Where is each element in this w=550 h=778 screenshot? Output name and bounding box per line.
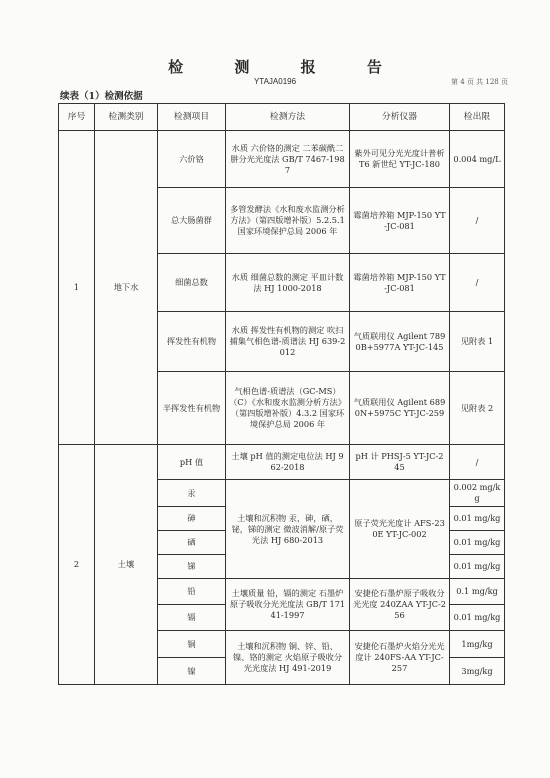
row-item: 细菌总数 [158,254,226,312]
row-limit: 0.01 mg/kg [450,531,505,555]
row-method: 水质 细菌总数的测定 平皿计数法 HJ 1000-2018 [226,254,350,312]
row-method: 水质 挥发性有机物的测定 吹扫捕集气相色谱-质谱法 HJ 639-2012 [226,312,350,372]
row-instrument: pH 计 PHSJ-5 YT-JC-245 [350,445,450,480]
row-item: 挥发性有机物 [158,312,226,372]
row-limit: / [450,254,505,312]
group-category: 地下水 [95,131,158,445]
table-row [59,445,505,480]
merged-method-lead-cadmium: 土壤质量 铅，镉的测定 石墨炉原子吸收分光光度法 GB/T 17141-1997 [226,579,350,631]
row-item: 铜 [158,631,226,658]
header-instrument: 分析仪器 [350,104,450,131]
row-method: 多管发酵法《水和废水监测分析方法》（第四版增补版）5.2.5.1 国家环境保护总局 2006 年 [226,188,350,254]
group-category: 土壤 [95,445,158,685]
header-method: 检测方法 [226,104,350,131]
row-item: 锑 [158,555,226,579]
row-item: 镉 [158,605,226,631]
row-limit: 见附表 2 [450,372,505,445]
group-no: 1 [59,131,95,445]
row-item: 汞 [158,480,226,507]
row-limit: 0.01 mg/kg [450,507,505,531]
header-item: 检测项目 [158,104,226,131]
row-item: pH 值 [158,445,226,480]
row-limit: 3mg/kg [450,658,505,685]
row-item: 铅 [158,579,226,605]
row-limit: 1mg/kg [450,631,505,658]
row-instrument: 霉菌培养箱 MJP-150 YT-JC-081 [350,254,450,312]
row-item: 砷 [158,507,226,531]
row-limit: 见附表 1 [450,312,505,372]
row-limit: 0.01 mg/kg [450,605,505,631]
report-title: 检 测 报 告 [168,58,405,76]
row-limit: 0.1 mg/kg [450,579,505,605]
row-method: 水质 六价铬的测定 二苯碳酰二肼分光光度法 GB/T 7467-1987 [226,131,350,188]
row-item: 硒 [158,531,226,555]
row-limit: 0.004 mg/L [450,131,505,188]
detection-basis-table [58,103,505,685]
row-instrument: 气质联用仪 Agilent 6890N+5975C YT-JC-259 [350,372,450,445]
merged-instrument-lead-cadmium: 安捷伦石墨炉原子吸收分光光度 240ZAA YT-JC-256 [350,579,450,631]
merged-method-copper-nickel: 土壤和沉积物 铜、锌、铅、镍、铬的测定 火焰原子吸收分光光度法 HJ 491-2019 [226,631,350,685]
row-limit: / [450,445,505,480]
header-limit: 检出限 [450,104,505,131]
group-no: 2 [59,445,95,685]
header-no: 序号 [59,104,95,131]
merged-instrument-afs: 原子荧光光度计 AFS-230E YT-JC-002 [350,480,450,579]
table-header-row [59,104,505,131]
row-instrument: 气质联用仪 Agilent 7890B+5977A YT-JC-145 [350,312,450,372]
section-title: 续表（1）检测依据 [60,91,143,102]
header-category: 检测类别 [95,104,158,131]
merged-instrument-copper-nickel: 安捷伦石墨炉火焰分光光度计 240FS-AA YT-JC-257 [350,631,450,685]
row-instrument: 霉菌培养箱 MJP-150 YT-JC-081 [350,188,450,254]
row-item: 六价铬 [158,131,226,188]
merged-method-afs: 土壤和沉积物 汞，砷，硒，铋，锑的测定 微波消解/原子荧光法 HJ 680-2013 [226,480,350,579]
row-method: 土壤 pH 值的测定电位法 HJ 962-2018 [226,445,350,480]
row-limit: 0.002 mg/kg [450,480,505,507]
report-number: YTAJA0196 [253,77,297,86]
table-row [59,131,505,188]
row-item: 半挥发性有机物 [158,372,226,445]
page-info: 第 4 页 共 128 页 [451,78,508,86]
row-item: 总大肠菌群 [158,188,226,254]
row-limit: 0.01 mg/kg [450,555,505,579]
row-method: 气相色谱-质谱法（GC-MS）（C）《水和废水监测分析方法》（第四版增补版）4.3.2 国家环境保护总局 2006 年 [226,372,350,445]
row-limit: / [450,188,505,254]
row-item: 镍 [158,658,226,685]
row-instrument: 紫外可见分光光度计普析 T6 新世纪 YT-JC-180 [350,131,450,188]
